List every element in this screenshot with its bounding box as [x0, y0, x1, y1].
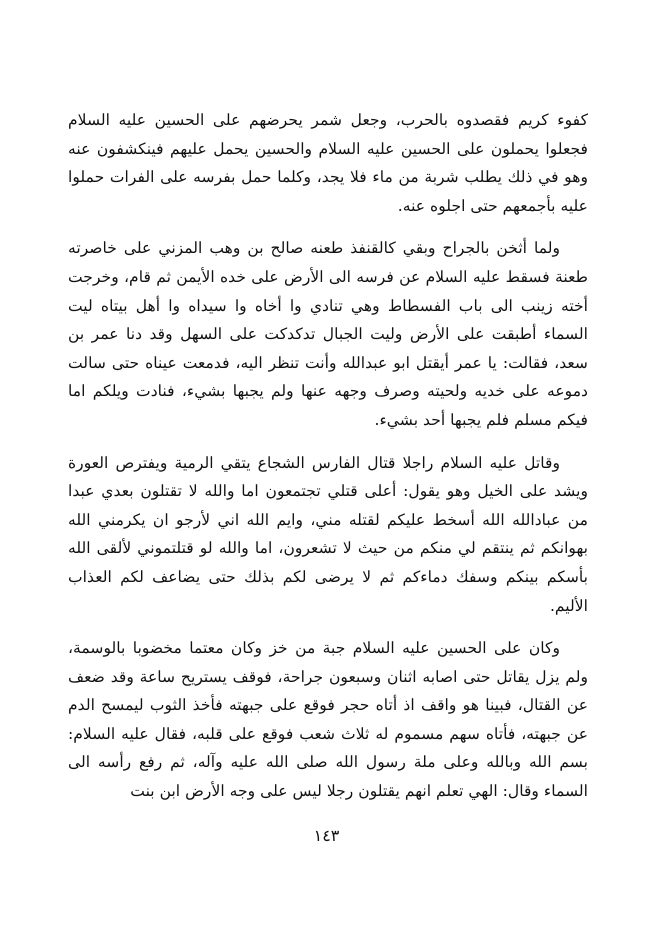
paragraph-2: ولما أثخن بالجراح وبقي كالقنفذ طعنه صالح بن وهب المزني على خاصرته طعنة فسقط عليه السلام عن فرسه الى الأرض على خده الأيمن ثم قام، وخرجت أخته زينب الى باب الفسطاط وهي تنادي وا أخاه وا سيداه وا أهل بيتاه ليت السماء أطبقت على الأرض وليت الجبال تدكدكت على السهل وقد دنا عمر بن سعد، فقالت: يا عمر أيقتل ابو عبدالله وأنت تنظر اليه، فدمعت عيناه حتى سالت دموعه على خديه ولحيته وصرف وجهه عنها ولم يجبها بشيء، فنادت ويلكم اما فيكم مسلم فلم يجبها أحد بشيء.	[68, 239, 588, 429]
paragraph-1: كفوء كريم فقصدوه بالحرب، وجعل شمر يحرضهم على الحسين عليه السلام فجعلوا يحملون على الحسين عليه السلام والحسين يحمل عليهم فينكشفون عنه وهو في ذلك يطلب شربة من ماء فلا يجد، وكلما حمل بفرسه على الفرات حملوا عليه بأجمعهم حتى اجلوه عنه.	[68, 111, 588, 215]
body-text	[68, 106, 588, 820]
paragraph-3: وقاتل عليه السلام راجلا قتال الفارس الشجاع يتقي الرمية ويفترص العورة ويشد على الخيل وهو يقول: أعلى قتلي تجتمعون اما والله لا تقتلون بعدي عبدا من عبادالله الله أسخط عليكم لقتله مني، وايم الله اني لأرجو ان يكرمني الله بهوانكم ثم ينتقم لي منكم من حيث لا تشعرون، اما والله لو قتلتموني لألقى الله بأسكم بينكم وسفك دماءكم ثم لا يرضى لكم بذلك حتى يضاعف لكم العذاب الأليم.	[68, 453, 588, 615]
paragraph-4: وكان على الحسين عليه السلام جبة من خز وكان معتما مخضوبا بالوسمة، ولم يزل يقاتل حتى اصابه اثنان وسبعون جراحة، فوقف يستريح ساعة وقد ضعف عن القتال، فبينا هو واقف اذ أتاه حجر فوقع على جبهته فأخذ الثوب ليمسح الدم عن جبهته، فأتاه سهم مسموم له ثلاث شعب فوقع على قلبه، فقال عليه السلام: بسم الله وبالله وعلى ملة رسول الله صلى الله عليه وآله، ثم رفع رأسه الى السماء وقال: الهي تعلم انهم يقتلون رجلا ليس على وجه الأرض ابن بنت	[68, 639, 588, 801]
page-number: ١٤٣	[313, 826, 340, 845]
